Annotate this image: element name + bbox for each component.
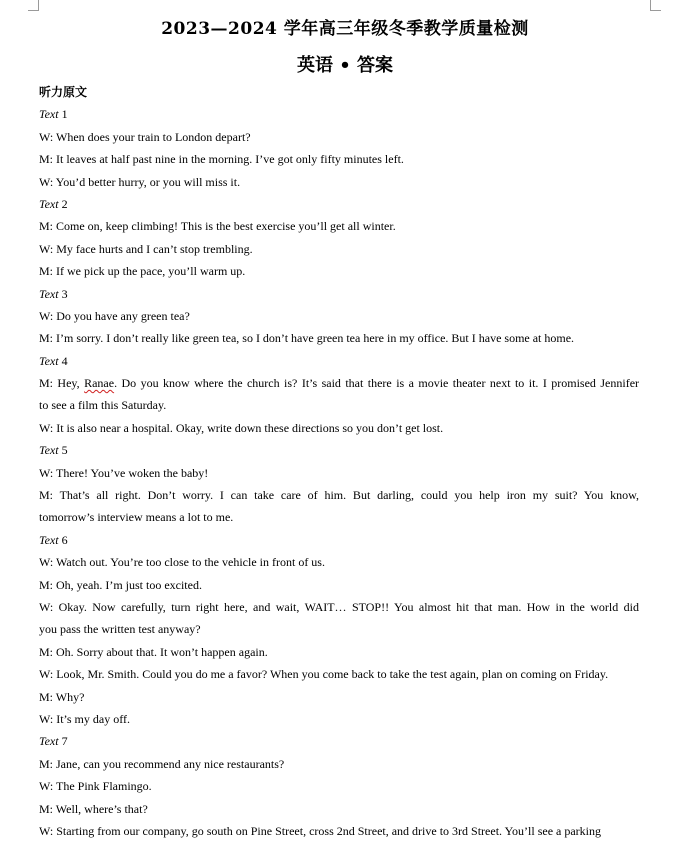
text-label-word: Text (39, 734, 59, 749)
text-label-1 (39, 103, 639, 125)
dialogue-line: W: It’s my day off. (39, 711, 130, 726)
document-title: 2023—2024 学年高三年级冬季教学质量检测 (161, 19, 529, 39)
dialogue-line-suffix: . Do you know where the church is? It’s said that there is a movie theater next to it. I promised Jennifer (114, 376, 640, 391)
dialogue-line: M: Well, where’s that? (39, 801, 148, 816)
dialogue-line: W: The Pink Flamingo. (39, 779, 152, 794)
text-label-number: 7 (61, 734, 68, 749)
text-label-number: 5 (61, 443, 68, 458)
dialogue-line: M: Why? (39, 689, 85, 704)
text-label-number: 1 (61, 107, 68, 122)
dialogue-line: M: It leaves at half past nine in the morning. I’ve got only fifty minutes left. (39, 152, 404, 167)
text-label-4 (39, 350, 639, 372)
dialogue-line: M: Come on, keep climbing! This is the best exercise you’ll get all winter. (39, 219, 396, 234)
text-label-number: 2 (61, 196, 68, 211)
document-subtitle: 英语 • 答案 (296, 55, 394, 76)
text-label-2 (39, 193, 639, 215)
dialogue-line: M: Jane, can you recommend any nice restaurants? (39, 756, 285, 771)
dialogue-line: W: You’d better hurry, or you will miss it. (39, 174, 241, 189)
text-label-number: 4 (61, 353, 68, 368)
dialogue-line-prefix: M: Hey, (39, 376, 85, 391)
text-label-6 (39, 529, 639, 551)
dialogue-line: M: That’s all right. Don’t worry. I can take care of him. But darling, could you help iron my suit? You know, (39, 488, 639, 503)
dialogue-line: W: Watch out. You’re too close to the vehicle in front of us. (39, 555, 325, 570)
text-label-word: Text (39, 353, 59, 368)
dialogue-line: to see a film this Saturday. (39, 398, 167, 413)
dialogue-line: M: I’m sorry. I don’t really like green tea, so I don’t have green tea here in my office. But I have some at home. (39, 331, 575, 346)
spellcheck-flagged-name[interactable]: Ranae (84, 376, 115, 391)
text-label-word: Text (39, 286, 59, 301)
text-label-number: 3 (61, 286, 68, 301)
dialogue-line: W: My face hurts and I can’t stop trembling. (39, 241, 253, 256)
page-corner-mark-left (28, 0, 39, 11)
dialogue-line: W: It is also near a hospital. Okay, write down these directions so you don’t get lost. (39, 420, 444, 435)
dialogue-line: W: When does your train to London depart? (39, 129, 251, 144)
transcript-body (39, 81, 639, 842)
dialogue-line: W: Starting from our company, go south on Pine Street, cross 2nd Street, and drive to 3rd Street. You’ll see a parking (39, 823, 602, 838)
dialogue-line: M: Oh. Sorry about that. It won’t happen again. (39, 644, 268, 659)
dialogue-line: W: There! You’ve woken the baby! (39, 465, 209, 480)
dialogue-line: M: Oh, yeah. I’m just too excited. (39, 577, 202, 592)
text-label-7 (39, 730, 639, 752)
text-label-word: Text (39, 443, 59, 458)
text-label-5 (39, 439, 639, 461)
text-label-word: Text (39, 532, 59, 547)
text-label-word: Text (39, 107, 59, 122)
text-label-number: 6 (61, 532, 68, 547)
dialogue-line: tomorrow’s interview means a lot to me. (39, 510, 234, 525)
dialogue-line: W: Okay. Now carefully, turn right here, and wait, WAIT… STOP!! You almost hit that man. How in the world did (39, 599, 639, 614)
dialogue-line: you pass the written test anyway? (39, 622, 201, 637)
page-corner-mark-right (650, 0, 661, 11)
dialogue-line: W: Do you have any green tea? (39, 308, 190, 323)
text-label-3 (39, 283, 639, 305)
dialogue-line: M: If we pick up the pace, you’ll warm up. (39, 264, 246, 279)
dialogue-line: W: Look, Mr. Smith. Could you do me a favor? When you come back to take the test again, plan on coming on Friday. (39, 667, 609, 682)
section-title: 听力原文 (39, 85, 88, 99)
dialogue-line (39, 372, 639, 394)
text-label-word: Text (39, 196, 59, 211)
